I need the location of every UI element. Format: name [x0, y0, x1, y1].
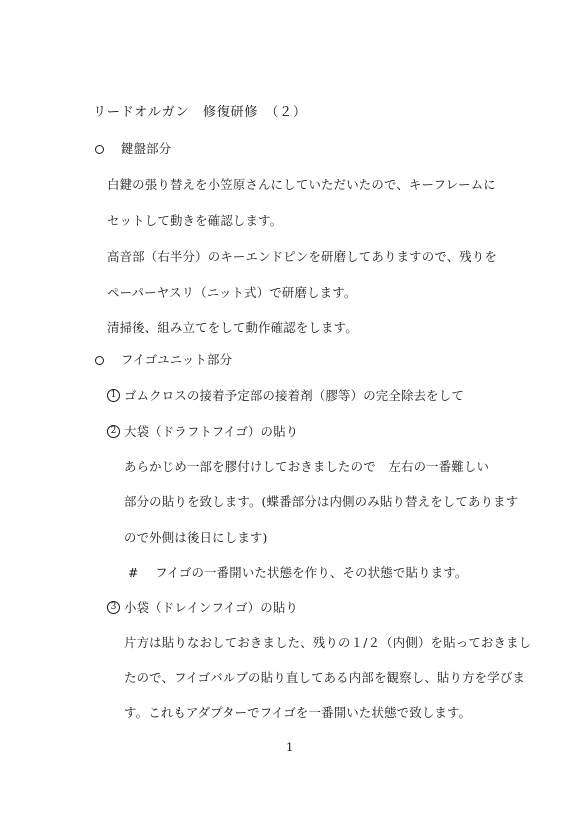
paragraph-line: 高音部（右半分）のキーエンドピンを研磨してありますので、残りを: [107, 249, 498, 264]
item-text: ゴムクロスの接着予定部の接着剤（膠等）の完全除去をして: [124, 388, 464, 403]
section-heading-bellows: フイゴユニット部分: [121, 352, 233, 367]
item-number-circle: 2: [107, 425, 120, 438]
item-body-line: ので外側は後日にします): [124, 530, 268, 545]
paragraph-line: ペーパーヤスリ（ニット式）で研磨します。: [107, 285, 357, 300]
item-number-circle: 1: [107, 389, 120, 402]
item-body-line: たので、フイゴバルブの貼り直してある内部を観察し、貼り方を学びま: [124, 670, 526, 685]
page-number: 1: [286, 740, 294, 754]
item-note: # フイゴの一番開いた状態を作り、その状態で貼ります。: [128, 565, 468, 580]
item-body-line: あらかじめ一部を膠付けしておきましたので 左右の一番難しい: [124, 459, 490, 474]
section-heading-keyboard: 鍵盤部分: [121, 141, 172, 156]
section-bullet-circle-icon: [95, 145, 104, 154]
item-body-line: す。これもアダプターでフイゴを一番開いた状態で致します。: [124, 705, 472, 720]
paragraph-line: 清掃後、組み立てをして動作確認をします。: [107, 320, 358, 335]
item-text: 小袋（ドレインフイゴ）の貼り: [124, 600, 299, 615]
section-bullet-circle-icon: [95, 356, 104, 365]
item-text: 大袋（ドラフトフイゴ）の貼り: [124, 424, 299, 439]
item-body-line: 部分の貼りを致します。(蝶番部分は内側のみ貼り替えをしてあります: [124, 494, 519, 509]
document-title: リードオルガン 修復研修 （２）: [93, 105, 307, 120]
item-body-line: 片方は貼りなおしておきました、残りの１/２（内側）を貼っておきまし: [124, 635, 532, 650]
paragraph-line: セットして動きを確認します。: [107, 213, 283, 228]
item-number-circle: 3: [107, 601, 120, 614]
paragraph-line: 白鍵の張り替えを小笠原さんにしていただいたので、キーフレームに: [107, 177, 496, 192]
